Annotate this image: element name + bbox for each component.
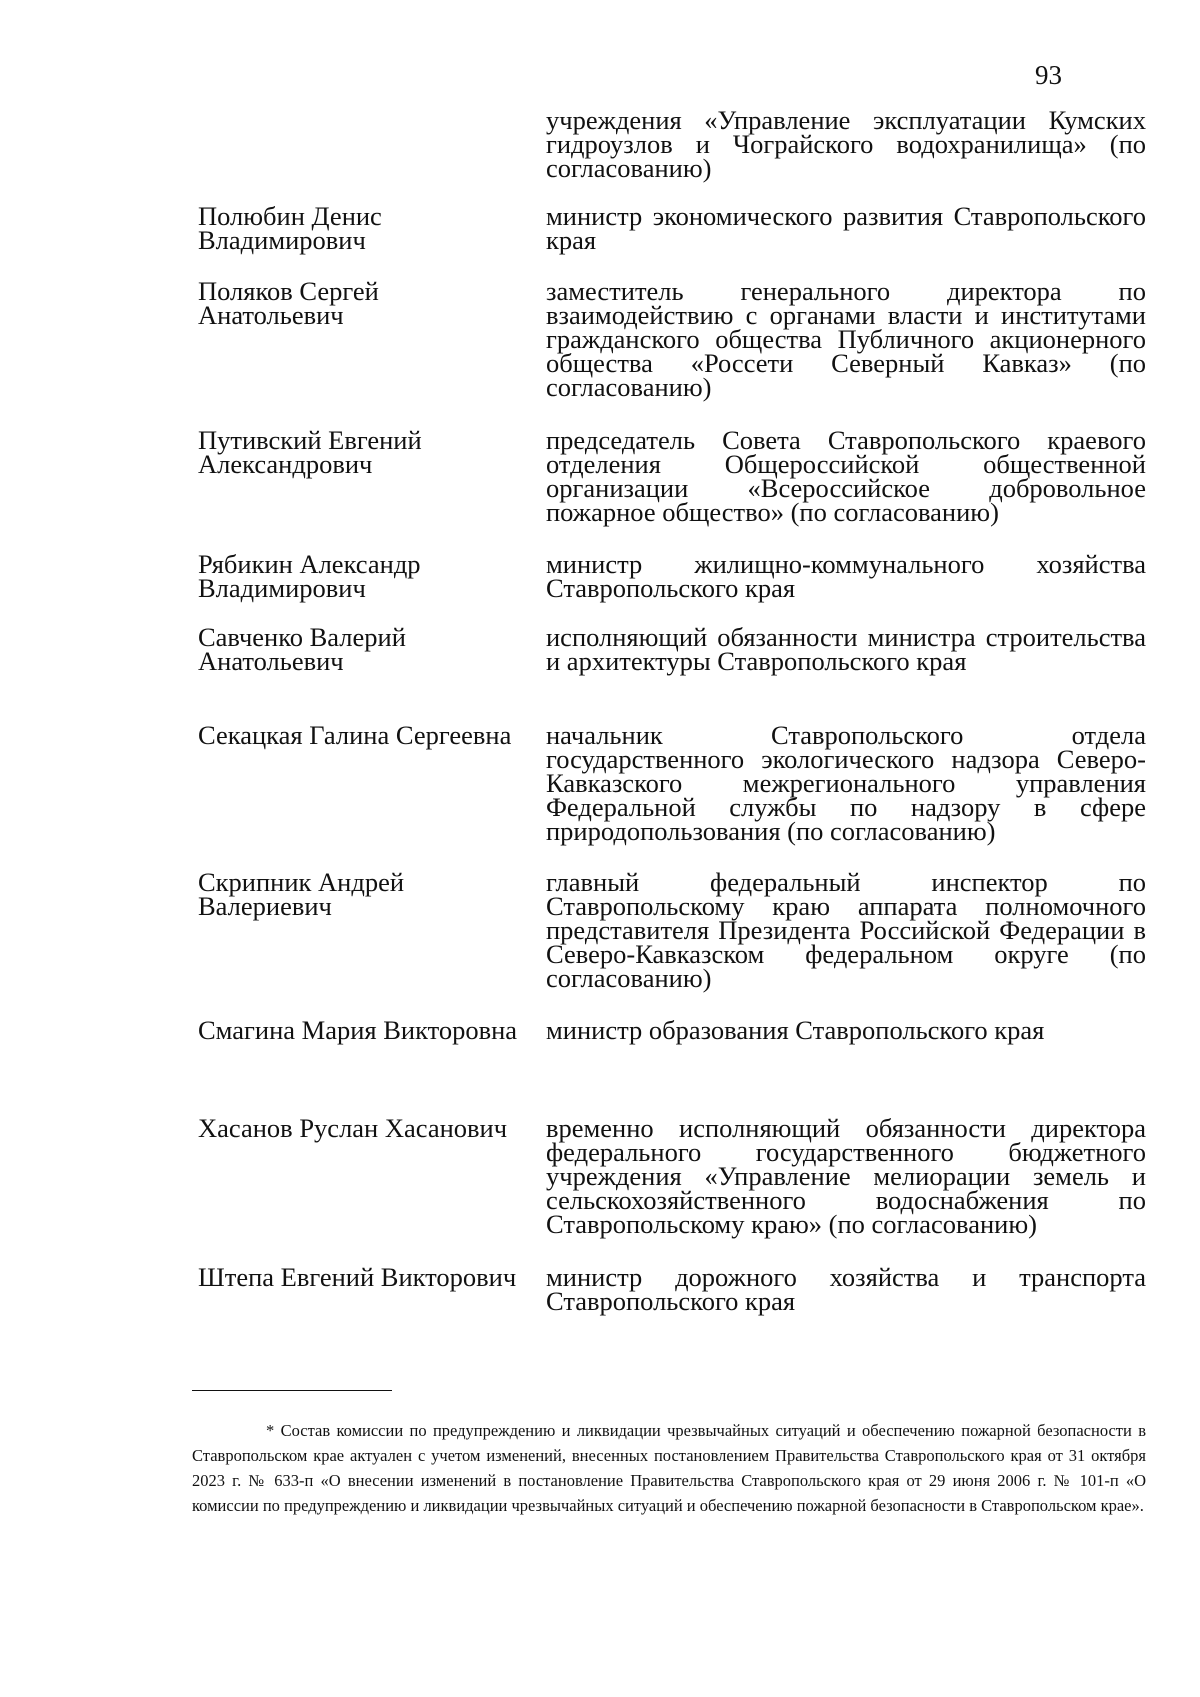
- member-duty: министр образования Ставропольского края: [546, 1015, 1045, 1045]
- page-number: 93: [1035, 60, 1062, 90]
- footnote: * Состав комиссии по предупреждению и ликвидации чрезвычайных ситуаций и обеспечению пожарной безопасности в Ставропольском крае актуален с учетом изменений, внесенных постановлением Правительства Ставропольского края от 31 октября 2023 г. № 633-п «О внесении изменений в постановление Правительства Ставропольского края от 29 июня 2006 г. № 101-п «О комиссии по предупреждению и ликвидации чрезвычайных ситуаций и обеспечению пожарной безопасности в Ставропольском крае».: [192, 1421, 1146, 1515]
- footnote-rule: [192, 1390, 392, 1391]
- member-name: Скрипник Андрей Валериевич: [198, 867, 405, 921]
- member-duty: министр жилищно-коммунального хозяйства Ставропольского края: [546, 549, 1146, 603]
- member-duty: учреждения «Управление эксплуатации Кумских гидроузлов и Чограйского водохранилища» (по согласованию): [546, 105, 1146, 183]
- member-duty: министр дорожного хозяйства и транспорта Ставропольского края: [546, 1262, 1146, 1316]
- member-name: Савченко Валерий Анатольевич: [198, 622, 406, 676]
- member-duty: исполняющий обязанности министра строительства и архитектуры Ставропольского края: [546, 622, 1146, 676]
- member-duty: начальник Ставропольского отдела государственного экологического надзора Северо-Кавказского межрегионального управления Федеральной службы по надзору в сфере природопользования (по согласованию): [546, 720, 1146, 846]
- member-name: Рябикин Александр Владимирович: [198, 549, 421, 603]
- member-name: Штепа Евгений Викторович: [198, 1262, 517, 1292]
- member-name: Поляков Сергей Анатольевич: [198, 276, 379, 330]
- member-duty: председатель Совета Ставропольского краевого отделения Общероссийской общественной организации «Всероссийское добровольное пожарное общество» (по согласованию): [546, 425, 1146, 527]
- member-duty: министр экономического развития Ставропольского края: [546, 201, 1146, 255]
- member-duty: временно исполняющий обязанности директора федерального государственного бюджетного учреждения «Управление мелиорации земель и сельскохозяйственного водоснабжения по Ставропольскому краю» (по согласованию): [546, 1113, 1146, 1239]
- member-name: Хасанов Руслан Хасанович: [198, 1113, 508, 1143]
- member-duty: главный федеральный инспектор по Ставропольскому краю аппарата полномочного представителя Президента Российской Федерации в Северо-Кавказском федеральном округе (по согласованию): [546, 867, 1146, 993]
- member-name: Смагина Мария Викторовна: [198, 1015, 518, 1045]
- member-duty: заместитель генерального директора по взаимодействию с органами власти и институтами гражданского общества Публичного акционерного общества «Россети Северный Кавказ» (по согласованию): [546, 276, 1146, 402]
- member-name: Путивский Евгений Александрович: [198, 425, 422, 479]
- member-name: Секацкая Галина Сергеевна: [198, 720, 512, 750]
- member-name: Полюбин Денис Владимирович: [198, 201, 382, 255]
